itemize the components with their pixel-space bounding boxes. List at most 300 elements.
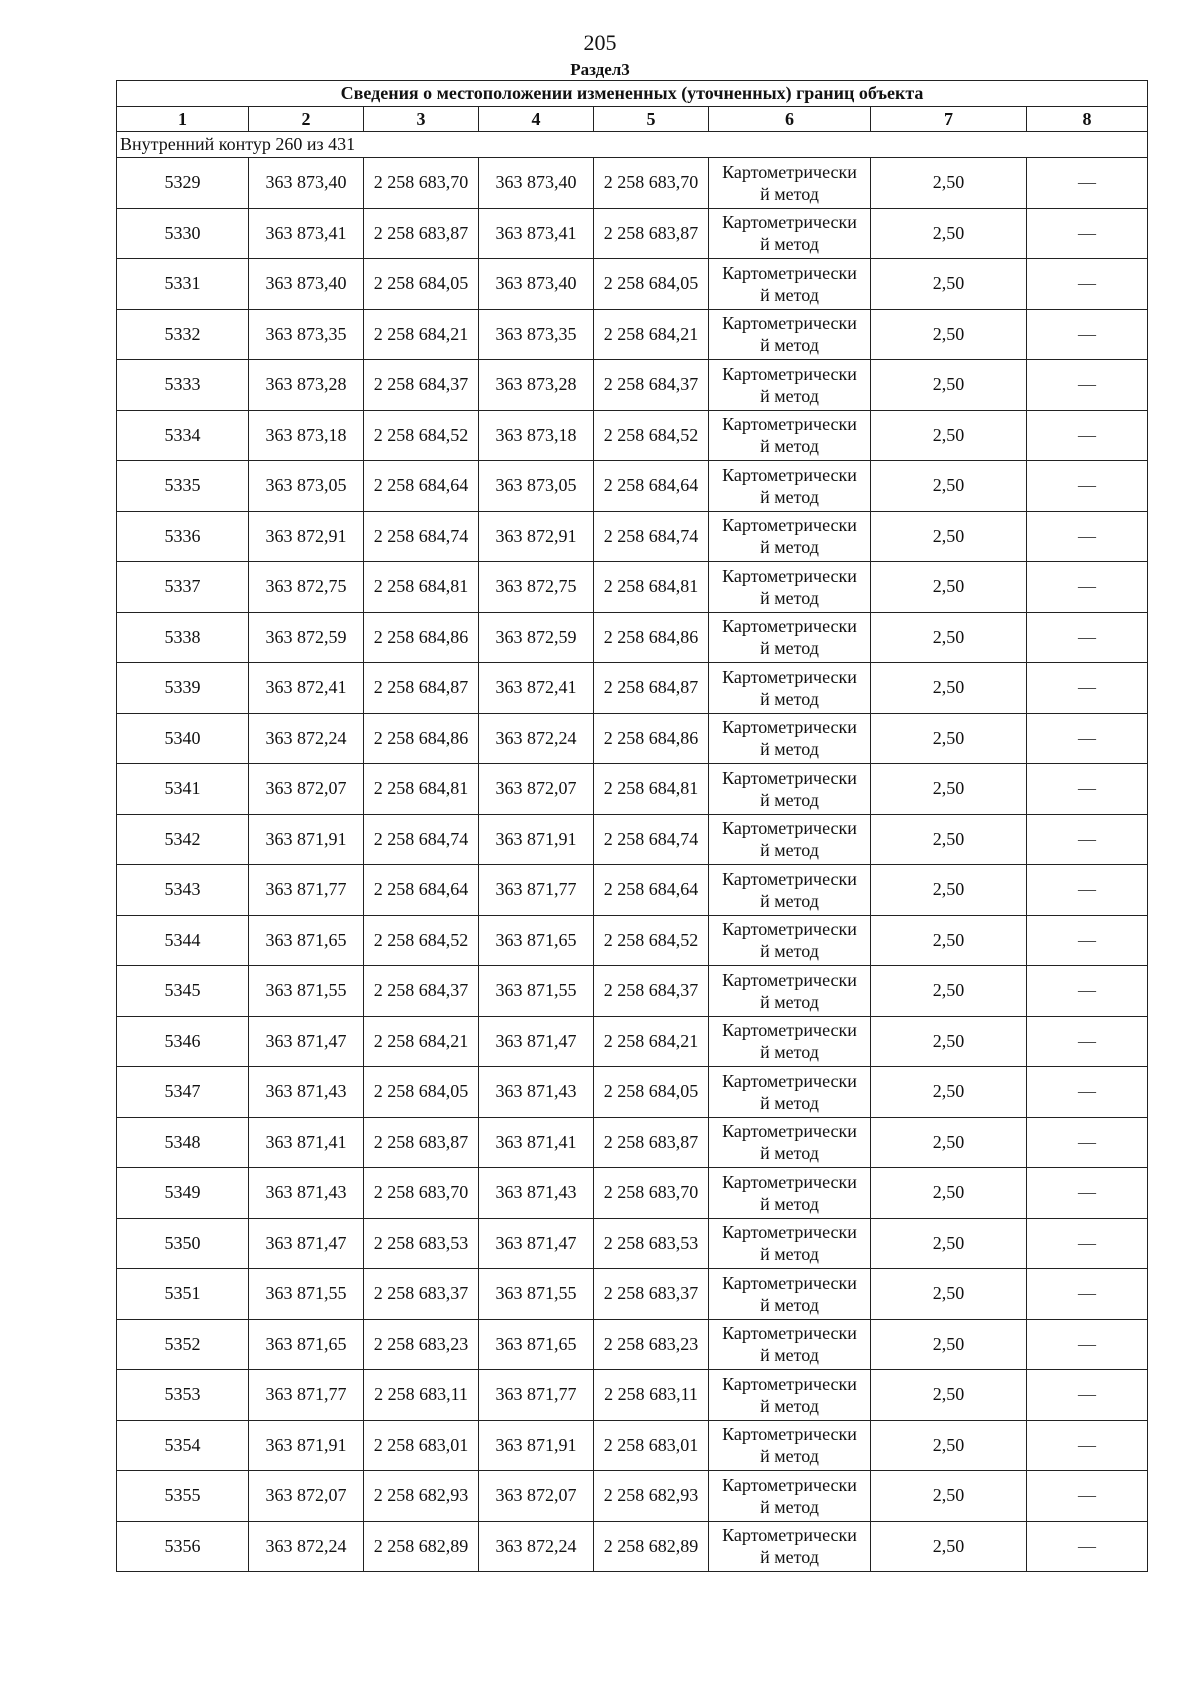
accuracy-cell: 2,50 — [871, 764, 1027, 815]
accuracy-cell: 2,50 — [871, 562, 1027, 613]
empty-cell: — — [1027, 461, 1148, 512]
x-coordinate-cell: 363 872,24 — [479, 1521, 594, 1572]
empty-cell: — — [1027, 1269, 1148, 1320]
y-coordinate-cell: 2 258 684,64 — [364, 865, 479, 916]
method-text-line: й метод — [760, 1395, 819, 1416]
table-row — [117, 1370, 1148, 1421]
y-coordinate-cell: 2 258 683,53 — [594, 1218, 709, 1269]
y-coordinate-cell: 2 258 683,70 — [364, 1168, 479, 1219]
y-coordinate-cell: 2 258 684,86 — [364, 612, 479, 663]
method-cell — [709, 865, 871, 916]
point-number-cell: 5329 — [117, 158, 249, 209]
method-text-line: Картометрически — [722, 1323, 857, 1344]
method-cell — [709, 461, 871, 512]
accuracy-cell: 2,50 — [871, 1269, 1027, 1320]
method-cell — [709, 259, 871, 310]
table-row — [117, 158, 1148, 209]
x-coordinate-cell: 363 872,41 — [479, 663, 594, 714]
x-coordinate-cell: 363 871,65 — [249, 1319, 364, 1370]
table-row — [117, 1319, 1148, 1370]
accuracy-cell: 2,50 — [871, 1370, 1027, 1421]
empty-cell: — — [1027, 208, 1148, 259]
accuracy-cell: 2,50 — [871, 612, 1027, 663]
x-coordinate-cell: 363 873,40 — [249, 158, 364, 209]
accuracy-cell: 2,50 — [871, 410, 1027, 461]
empty-cell: — — [1027, 915, 1148, 966]
x-coordinate-cell: 363 872,07 — [249, 764, 364, 815]
method-cell — [709, 562, 871, 613]
table-row — [117, 1168, 1148, 1219]
method-cell — [709, 663, 871, 714]
table-row — [117, 865, 1148, 916]
empty-cell: — — [1027, 764, 1148, 815]
x-coordinate-cell: 363 871,43 — [479, 1067, 594, 1118]
table-row — [117, 764, 1148, 815]
table-row — [117, 562, 1148, 613]
method-cell — [709, 612, 871, 663]
accuracy-cell: 2,50 — [871, 360, 1027, 411]
method-cell — [709, 1117, 871, 1168]
method-text-line: Картометрически — [722, 363, 857, 384]
column-number: 1 — [117, 107, 249, 132]
y-coordinate-cell: 2 258 684,52 — [594, 410, 709, 461]
method-cell — [709, 1319, 871, 1370]
column-number: 3 — [364, 107, 479, 132]
table-row — [117, 1471, 1148, 1522]
method-text-line: й метод — [760, 941, 819, 962]
x-coordinate-cell: 363 871,47 — [479, 1218, 594, 1269]
y-coordinate-cell: 2 258 684,74 — [594, 511, 709, 562]
method-text-line: й метод — [760, 1294, 819, 1315]
x-coordinate-cell: 363 871,77 — [249, 865, 364, 916]
table-row — [117, 1218, 1148, 1269]
accuracy-cell: 2,50 — [871, 966, 1027, 1017]
y-coordinate-cell: 2 258 684,37 — [594, 360, 709, 411]
y-coordinate-cell: 2 258 684,81 — [594, 764, 709, 815]
contour-row — [117, 132, 1148, 158]
x-coordinate-cell: 363 872,59 — [249, 612, 364, 663]
method-text-line: й метод — [760, 638, 819, 659]
x-coordinate-cell: 363 871,77 — [479, 865, 594, 916]
x-coordinate-cell: 363 871,65 — [479, 915, 594, 966]
y-coordinate-cell: 2 258 684,05 — [594, 1067, 709, 1118]
point-number-cell: 5335 — [117, 461, 249, 512]
x-coordinate-cell: 363 873,35 — [479, 309, 594, 360]
x-coordinate-cell: 363 873,35 — [249, 309, 364, 360]
column-number: 6 — [709, 107, 871, 132]
point-number-cell: 5344 — [117, 915, 249, 966]
method-text-line: й метод — [760, 1547, 819, 1568]
method-cell — [709, 1471, 871, 1522]
method-cell — [709, 1016, 871, 1067]
point-number-cell: 5341 — [117, 764, 249, 815]
y-coordinate-cell: 2 258 684,21 — [364, 1016, 479, 1067]
x-coordinate-cell: 363 872,07 — [479, 764, 594, 815]
y-coordinate-cell: 2 258 683,11 — [594, 1370, 709, 1421]
method-cell — [709, 1521, 871, 1572]
method-text-line: Картометрически — [722, 313, 857, 334]
method-text-line: Картометрически — [722, 1424, 857, 1445]
accuracy-cell: 2,50 — [871, 1521, 1027, 1572]
point-number-cell: 5355 — [117, 1471, 249, 1522]
accuracy-cell: 2,50 — [871, 511, 1027, 562]
method-text-line: й метод — [760, 284, 819, 305]
section-title: Раздел3 — [570, 60, 630, 79]
method-text-line: й метод — [760, 840, 819, 861]
x-coordinate-cell: 363 871,55 — [249, 966, 364, 1017]
x-coordinate-cell: 363 873,40 — [479, 259, 594, 310]
empty-cell: — — [1027, 259, 1148, 310]
y-coordinate-cell: 2 258 683,53 — [364, 1218, 479, 1269]
method-text-line: Картометрически — [722, 212, 857, 233]
y-coordinate-cell: 2 258 684,81 — [364, 764, 479, 815]
method-text-line: Картометрически — [722, 616, 857, 637]
y-coordinate-cell: 2 258 684,37 — [594, 966, 709, 1017]
table-row — [117, 1117, 1148, 1168]
y-coordinate-cell: 2 258 684,64 — [594, 461, 709, 512]
table-row — [117, 461, 1148, 512]
method-text-line: й метод — [760, 1193, 819, 1214]
x-coordinate-cell: 363 873,41 — [249, 208, 364, 259]
method-text-line: й метод — [760, 1446, 819, 1467]
y-coordinate-cell: 2 258 683,01 — [594, 1420, 709, 1471]
table-row — [117, 1420, 1148, 1471]
table-title-row — [117, 81, 1148, 107]
point-number-cell: 5348 — [117, 1117, 249, 1168]
x-coordinate-cell: 363 873,28 — [479, 360, 594, 411]
y-coordinate-cell: 2 258 684,64 — [364, 461, 479, 512]
point-number-cell: 5339 — [117, 663, 249, 714]
column-number: 5 — [594, 107, 709, 132]
point-number-cell: 5337 — [117, 562, 249, 613]
y-coordinate-cell: 2 258 684,81 — [364, 562, 479, 613]
y-coordinate-cell: 2 258 684,05 — [594, 259, 709, 310]
y-coordinate-cell: 2 258 684,81 — [594, 562, 709, 613]
x-coordinate-cell: 363 872,41 — [249, 663, 364, 714]
point-number-cell: 5346 — [117, 1016, 249, 1067]
y-coordinate-cell: 2 258 683,23 — [364, 1319, 479, 1370]
accuracy-cell: 2,50 — [871, 663, 1027, 714]
point-number-cell: 5340 — [117, 713, 249, 764]
method-text-line: Картометрически — [722, 414, 857, 435]
accuracy-cell: 2,50 — [871, 158, 1027, 209]
y-coordinate-cell: 2 258 682,93 — [364, 1471, 479, 1522]
empty-cell: — — [1027, 1521, 1148, 1572]
y-coordinate-cell: 2 258 682,89 — [364, 1521, 479, 1572]
x-coordinate-cell: 363 871,91 — [479, 1420, 594, 1471]
column-number: 8 — [1027, 107, 1148, 132]
point-number-cell: 5342 — [117, 814, 249, 865]
method-text-line: Картометрически — [722, 868, 857, 889]
x-coordinate-cell: 363 871,91 — [249, 814, 364, 865]
x-coordinate-cell: 363 871,77 — [479, 1370, 594, 1421]
empty-cell: — — [1027, 1067, 1148, 1118]
empty-cell: — — [1027, 410, 1148, 461]
empty-cell: — — [1027, 1218, 1148, 1269]
accuracy-cell: 2,50 — [871, 309, 1027, 360]
table-row — [117, 663, 1148, 714]
y-coordinate-cell: 2 258 684,52 — [364, 410, 479, 461]
y-coordinate-cell: 2 258 683,11 — [364, 1370, 479, 1421]
method-text-line: й метод — [760, 890, 819, 911]
method-text-line: й метод — [760, 335, 819, 356]
y-coordinate-cell: 2 258 684,21 — [594, 1016, 709, 1067]
accuracy-cell: 2,50 — [871, 1319, 1027, 1370]
empty-cell: — — [1027, 1319, 1148, 1370]
x-coordinate-cell: 363 873,40 — [249, 259, 364, 310]
method-text-line: Картометрически — [722, 565, 857, 586]
x-coordinate-cell: 363 871,65 — [479, 1319, 594, 1370]
method-text-line: Картометрически — [722, 1272, 857, 1293]
y-coordinate-cell: 2 258 683,87 — [364, 208, 479, 259]
point-number-cell: 5349 — [117, 1168, 249, 1219]
accuracy-cell: 2,50 — [871, 814, 1027, 865]
x-coordinate-cell: 363 871,47 — [249, 1016, 364, 1067]
x-coordinate-cell: 363 872,07 — [479, 1471, 594, 1522]
column-number: 2 — [249, 107, 364, 132]
method-text-line: Картометрически — [722, 1525, 857, 1546]
method-text-line: й метод — [760, 1496, 819, 1517]
point-number-cell: 5354 — [117, 1420, 249, 1471]
y-coordinate-cell: 2 258 684,21 — [594, 309, 709, 360]
method-cell — [709, 309, 871, 360]
y-coordinate-cell: 2 258 684,86 — [594, 713, 709, 764]
y-coordinate-cell: 2 258 684,74 — [364, 511, 479, 562]
point-number-cell: 5338 — [117, 612, 249, 663]
method-cell — [709, 1168, 871, 1219]
page-number: 205 — [583, 30, 617, 55]
y-coordinate-cell: 2 258 683,70 — [594, 1168, 709, 1219]
x-coordinate-cell: 363 872,07 — [249, 1471, 364, 1522]
method-cell — [709, 511, 871, 562]
column-number-row — [117, 107, 1148, 132]
table-row — [117, 1269, 1148, 1320]
method-cell — [709, 764, 871, 815]
point-number-cell: 5343 — [117, 865, 249, 916]
method-text-line: Картометрически — [722, 666, 857, 687]
y-coordinate-cell: 2 258 683,70 — [594, 158, 709, 209]
method-text-line: й метод — [760, 587, 819, 608]
x-coordinate-cell: 363 871,55 — [249, 1269, 364, 1320]
method-text-line: й метод — [760, 234, 819, 255]
accuracy-cell: 2,50 — [871, 461, 1027, 512]
point-number-cell: 5353 — [117, 1370, 249, 1421]
y-coordinate-cell: 2 258 684,64 — [594, 865, 709, 916]
method-text-line: Картометрически — [722, 515, 857, 536]
x-coordinate-cell: 363 871,47 — [249, 1218, 364, 1269]
method-cell — [709, 1420, 871, 1471]
method-text-line: й метод — [760, 486, 819, 507]
table-row — [117, 1067, 1148, 1118]
method-text-line: Картометрически — [722, 717, 857, 738]
table-row — [117, 511, 1148, 562]
empty-cell: — — [1027, 360, 1148, 411]
y-coordinate-cell: 2 258 684,05 — [364, 259, 479, 310]
method-cell — [709, 915, 871, 966]
method-text-line: й метод — [760, 739, 819, 760]
x-coordinate-cell: 363 872,91 — [479, 511, 594, 562]
y-coordinate-cell: 2 258 684,37 — [364, 360, 479, 411]
point-number-cell: 5334 — [117, 410, 249, 461]
table-row — [117, 259, 1148, 310]
method-text-line: й метод — [760, 1042, 819, 1063]
method-text-line: Картометрически — [722, 1020, 857, 1041]
empty-cell: — — [1027, 158, 1148, 209]
x-coordinate-cell: 363 872,24 — [479, 713, 594, 764]
y-coordinate-cell: 2 258 682,89 — [594, 1521, 709, 1572]
method-text-line: Картометрически — [722, 1171, 857, 1192]
method-cell — [709, 1370, 871, 1421]
method-cell — [709, 1218, 871, 1269]
method-text-line: Картометрически — [722, 767, 857, 788]
x-coordinate-cell: 363 871,55 — [479, 966, 594, 1017]
column-number: 4 — [479, 107, 594, 132]
x-coordinate-cell: 363 871,43 — [249, 1067, 364, 1118]
empty-cell: — — [1027, 1471, 1148, 1522]
empty-cell: — — [1027, 562, 1148, 613]
point-number-cell: 5351 — [117, 1269, 249, 1320]
method-cell — [709, 814, 871, 865]
boundary-table — [116, 80, 1148, 1572]
empty-cell: — — [1027, 1420, 1148, 1471]
y-coordinate-cell: 2 258 684,74 — [364, 814, 479, 865]
column-number: 7 — [871, 107, 1027, 132]
method-text-line: й метод — [760, 688, 819, 709]
y-coordinate-cell: 2 258 684,86 — [594, 612, 709, 663]
empty-cell: — — [1027, 966, 1148, 1017]
x-coordinate-cell: 363 871,91 — [479, 814, 594, 865]
y-coordinate-cell: 2 258 684,21 — [364, 309, 479, 360]
method-cell — [709, 1269, 871, 1320]
x-coordinate-cell: 363 872,91 — [249, 511, 364, 562]
point-number-cell: 5350 — [117, 1218, 249, 1269]
method-text-line: й метод — [760, 537, 819, 558]
x-coordinate-cell: 363 871,43 — [249, 1168, 364, 1219]
method-cell — [709, 1067, 871, 1118]
method-text-line: Картометрически — [722, 464, 857, 485]
empty-cell: — — [1027, 713, 1148, 764]
method-text-line: Картометрически — [722, 262, 857, 283]
method-text-line: й метод — [760, 991, 819, 1012]
table-row — [117, 1016, 1148, 1067]
y-coordinate-cell: 2 258 683,70 — [364, 158, 479, 209]
y-coordinate-cell: 2 258 684,52 — [364, 915, 479, 966]
point-number-cell: 5336 — [117, 511, 249, 562]
method-text-line: Картометрически — [722, 1373, 857, 1394]
method-text-line: й метод — [760, 1143, 819, 1164]
table-row — [117, 814, 1148, 865]
x-coordinate-cell: 363 871,47 — [479, 1016, 594, 1067]
y-coordinate-cell: 2 258 682,93 — [594, 1471, 709, 1522]
y-coordinate-cell: 2 258 684,87 — [364, 663, 479, 714]
x-coordinate-cell: 363 871,55 — [479, 1269, 594, 1320]
x-coordinate-cell: 363 873,40 — [479, 158, 594, 209]
y-coordinate-cell: 2 258 683,87 — [594, 208, 709, 259]
method-text-line: й метод — [760, 385, 819, 406]
accuracy-cell: 2,50 — [871, 713, 1027, 764]
method-text-line: Картометрически — [722, 1070, 857, 1091]
empty-cell: — — [1027, 814, 1148, 865]
table-title: Сведения о местоположении измененных (уточненных) границ объекта — [117, 81, 1148, 107]
y-coordinate-cell: 2 258 683,37 — [364, 1269, 479, 1320]
method-text-line: Картометрически — [722, 1121, 857, 1142]
y-coordinate-cell: 2 258 684,05 — [364, 1067, 479, 1118]
table-row — [117, 309, 1148, 360]
method-text-line: й метод — [760, 1092, 819, 1113]
accuracy-cell: 2,50 — [871, 1218, 1027, 1269]
point-number-cell: 5347 — [117, 1067, 249, 1118]
accuracy-cell: 2,50 — [871, 915, 1027, 966]
accuracy-cell: 2,50 — [871, 1117, 1027, 1168]
x-coordinate-cell: 363 873,05 — [479, 461, 594, 512]
method-cell — [709, 360, 871, 411]
y-coordinate-cell: 2 258 683,01 — [364, 1420, 479, 1471]
method-text-line: Картометрически — [722, 161, 857, 182]
method-text-line: й метод — [760, 789, 819, 810]
method-cell — [709, 208, 871, 259]
accuracy-cell: 2,50 — [871, 865, 1027, 916]
table-row — [117, 208, 1148, 259]
x-coordinate-cell: 363 871,77 — [249, 1370, 364, 1421]
x-coordinate-cell: 363 871,91 — [249, 1420, 364, 1471]
x-coordinate-cell: 363 872,24 — [249, 713, 364, 764]
method-text-line: Картометрически — [722, 818, 857, 839]
y-coordinate-cell: 2 258 684,86 — [364, 713, 479, 764]
point-number-cell: 5345 — [117, 966, 249, 1017]
accuracy-cell: 2,50 — [871, 1471, 1027, 1522]
empty-cell: — — [1027, 1016, 1148, 1067]
method-cell — [709, 158, 871, 209]
table-row — [117, 1521, 1148, 1572]
point-number-cell: 5352 — [117, 1319, 249, 1370]
x-coordinate-cell: 363 871,65 — [249, 915, 364, 966]
accuracy-cell: 2,50 — [871, 1420, 1027, 1471]
table-row — [117, 360, 1148, 411]
accuracy-cell: 2,50 — [871, 259, 1027, 310]
x-coordinate-cell: 363 872,75 — [479, 562, 594, 613]
y-coordinate-cell: 2 258 684,87 — [594, 663, 709, 714]
point-number-cell: 5356 — [117, 1521, 249, 1572]
method-cell — [709, 713, 871, 764]
method-text-line: й метод — [760, 183, 819, 204]
method-text-line: Картометрически — [722, 1474, 857, 1495]
y-coordinate-cell: 2 258 684,52 — [594, 915, 709, 966]
empty-cell: — — [1027, 309, 1148, 360]
table-row — [117, 713, 1148, 764]
y-coordinate-cell: 2 258 683,37 — [594, 1269, 709, 1320]
table-row — [117, 410, 1148, 461]
y-coordinate-cell: 2 258 684,74 — [594, 814, 709, 865]
accuracy-cell: 2,50 — [871, 1168, 1027, 1219]
point-number-cell: 5333 — [117, 360, 249, 411]
empty-cell: — — [1027, 1117, 1148, 1168]
table-row — [117, 915, 1148, 966]
x-coordinate-cell: 363 873,18 — [479, 410, 594, 461]
x-coordinate-cell: 363 872,59 — [479, 612, 594, 663]
method-text-line: й метод — [760, 1244, 819, 1265]
empty-cell: — — [1027, 1168, 1148, 1219]
y-coordinate-cell: 2 258 683,23 — [594, 1319, 709, 1370]
x-coordinate-cell: 363 871,41 — [249, 1117, 364, 1168]
x-coordinate-cell: 363 872,24 — [249, 1521, 364, 1572]
x-coordinate-cell: 363 873,05 — [249, 461, 364, 512]
y-coordinate-cell: 2 258 683,87 — [364, 1117, 479, 1168]
method-text-line: Картометрически — [722, 919, 857, 940]
method-cell — [709, 410, 871, 461]
y-coordinate-cell: 2 258 684,37 — [364, 966, 479, 1017]
method-text-line: й метод — [760, 1345, 819, 1366]
empty-cell: — — [1027, 663, 1148, 714]
